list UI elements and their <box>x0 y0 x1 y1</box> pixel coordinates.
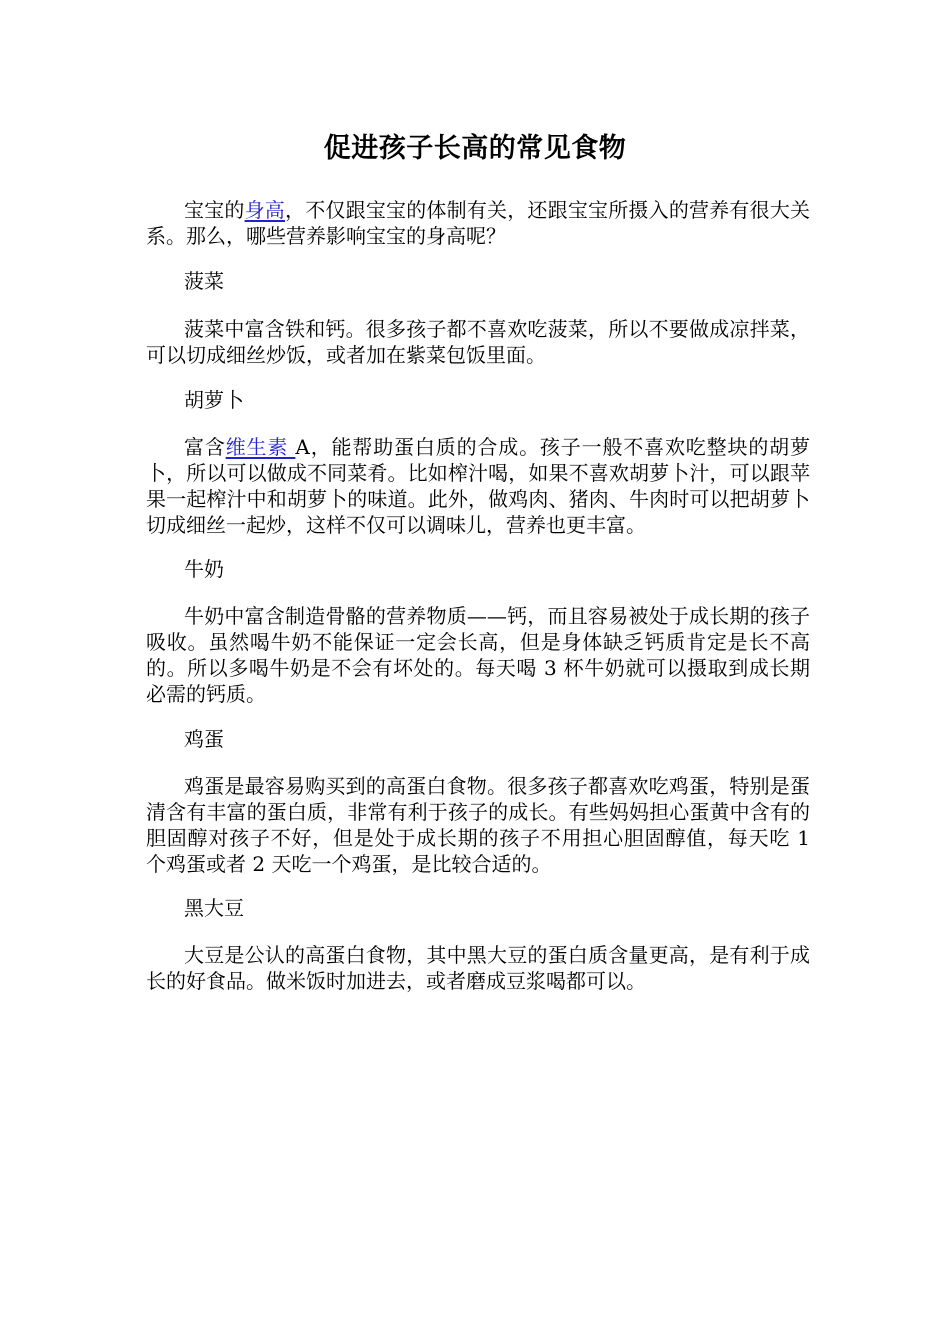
vitamin-link[interactable]: 维生素 <box>225 435 296 459</box>
page-title: 促进孩子长高的常见食物 <box>323 133 627 164</box>
section-body-spinach: 菠菜中富含铁和钙。很多孩子都不喜欢吃菠菜，所以不要做成凉拌菜，可以切成细丝炒饭，或者加在紫菜包饭里面。 <box>146 317 810 367</box>
section-heading-carrot: 胡萝卜 <box>184 388 244 412</box>
height-link[interactable]: 身高 <box>244 198 286 222</box>
section-heading-spinach: 菠菜 <box>184 269 224 293</box>
section-heading-black-soybean: 黑大豆 <box>184 896 244 920</box>
section-body-milk: 牛奶中富含制造骨骼的营养物质——钙，而且容易被处于成长期的孩子吸收。虽然喝牛奶不能保证一定会长高，但是身体缺乏钙质肯定是长不高的。所以多喝牛奶是不会有坏处的。每天喝 3 杯牛奶就可以摄取到成长期必需的钙质。 <box>146 604 810 706</box>
section-body-black-soybean: 大豆是公认的高蛋白食物，其中黑大豆的蛋白质含量更高，是有利于成长的好食品。做米饭时加进去，或者磨成豆浆喝都可以。 <box>146 943 810 993</box>
intro-paragraph <box>146 197 810 249</box>
carrot-text-after: A，能帮助蛋白质的合成。孩子一般不喜欢吃整块的胡萝卜，所以可以做成不同菜肴。比如榨汁喝，如果不喜欢胡萝卜汁，可以跟苹果一起榨汁中和胡萝卜的味道。此外，做鸡肉、猪肉、牛肉时可以把胡萝卜切成细丝一起炒，这样不仅可以调味儿，营养也更丰富。 <box>146 435 810 537</box>
carrot-text-before: 富含 <box>184 435 226 459</box>
intro-text-after: ，不仅跟宝宝的体制有关，还跟宝宝所摄入的营养有很大关系。那么，哪些营养影响宝宝的身高呢？ <box>146 198 811 248</box>
section-heading-egg: 鸡蛋 <box>184 727 224 751</box>
section-heading-milk: 牛奶 <box>184 557 224 581</box>
section-body-egg: 鸡蛋是最容易购买到的高蛋白食物。很多孩子都喜欢吃鸡蛋，特别是蛋清含有丰富的蛋白质，非常有利于孩子的成长。有些妈妈担心蛋黄中含有的胆固醇对孩子不好，但是处于成长期的孩子不用担心胆固醇值，每天吃 1 个鸡蛋或者 2 天吃一个鸡蛋，是比较合适的。 <box>146 774 810 876</box>
section-body-carrot <box>146 434 810 538</box>
intro-text-before: 宝宝的 <box>184 198 245 222</box>
